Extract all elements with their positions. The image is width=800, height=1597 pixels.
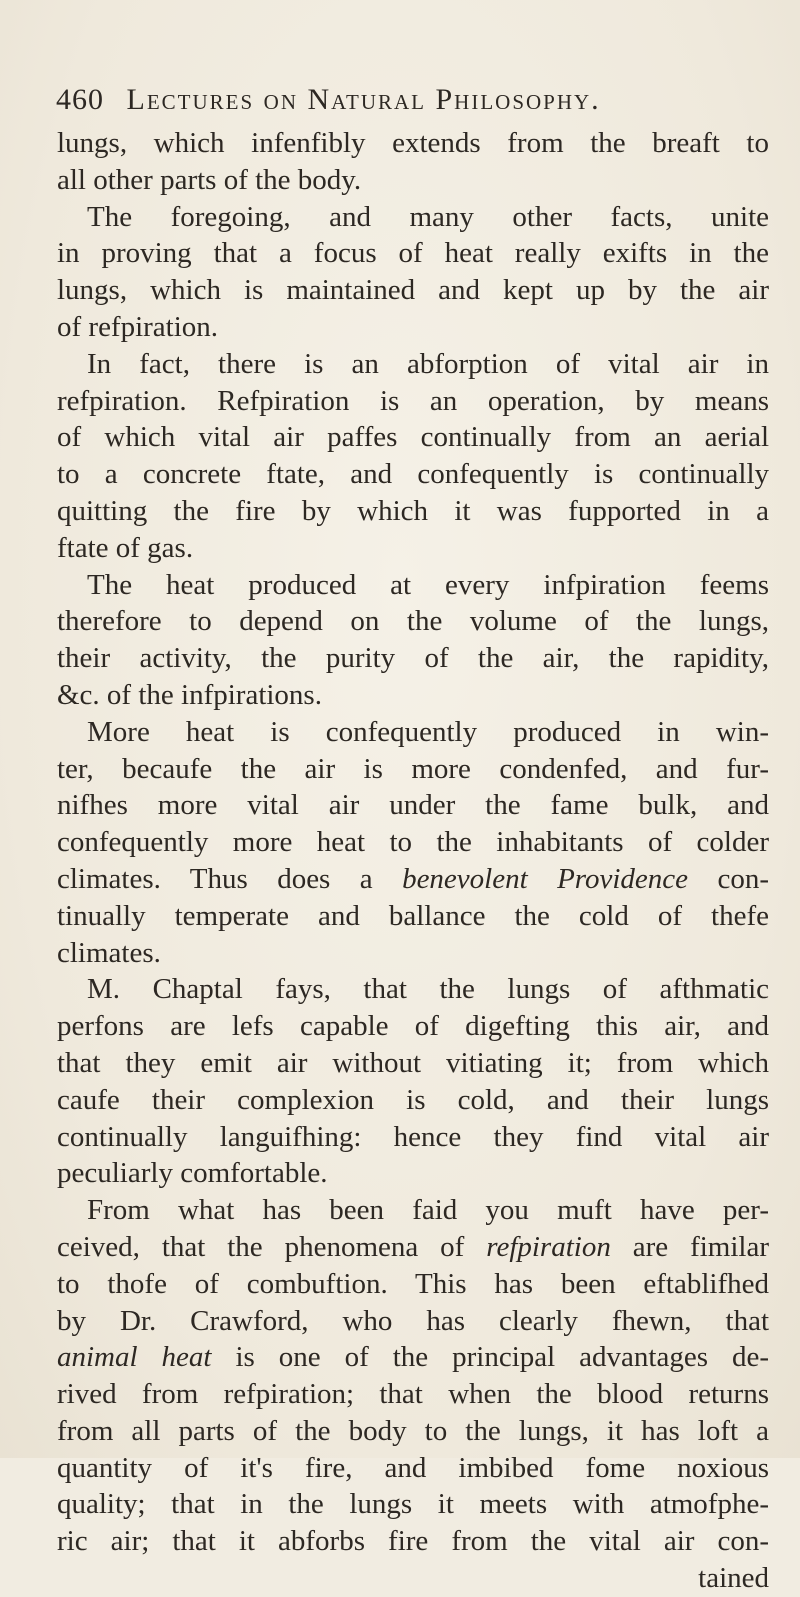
text-line: by Dr. Crawford, who has clearly fhewn, that bbox=[57, 1304, 769, 1337]
running-title: Lectures on Natural Philosophy. bbox=[126, 83, 601, 116]
text-line: ric air; that it abforbs fire from the vital air con- bbox=[57, 1525, 769, 1558]
running-header bbox=[56, 80, 756, 120]
text-line: caufe their complexion is cold, and their lungs bbox=[57, 1083, 769, 1116]
text-line: lungs, which infenfibly extends from the breaft to bbox=[57, 127, 769, 159]
text-line: ceived, that the phenomena of refpiration are fimilar bbox=[57, 1230, 769, 1263]
text-line: tained bbox=[698, 1562, 769, 1595]
text-line: ftate of gas. bbox=[57, 531, 194, 564]
text-line: &c. of the infpirations. bbox=[57, 678, 322, 711]
text-line: therefore to depend on the volume of the lungs, bbox=[57, 605, 769, 638]
text-line: in proving that a focus of heat really exifts in the bbox=[57, 237, 769, 270]
italic-phrase: animal heat bbox=[57, 1341, 212, 1374]
text-line: of refpiration. bbox=[57, 310, 219, 343]
text-line: confequently more heat to the inhabitants of colder bbox=[57, 826, 769, 859]
text-line: From what has been faid you muft have per- bbox=[87, 1194, 769, 1227]
text-line: climates. Thus does a benevolent Providence con- bbox=[57, 862, 769, 895]
text-line: their activity, the purity of the air, the rapidity, bbox=[57, 642, 769, 675]
text-line: continually languifhing: hence they find vital air bbox=[57, 1120, 769, 1153]
text-line: animal heat is one of the principal advantages de- bbox=[57, 1341, 769, 1374]
italic-phrase: benevolent Providence bbox=[402, 862, 689, 895]
text-line: to a concrete ftate, and confequently is continually bbox=[57, 458, 769, 491]
text-line: M. Chaptal fays, that the lungs of afthmatic bbox=[87, 973, 769, 1006]
text-line: refpiration. Refpiration is an operation, by means bbox=[57, 384, 769, 417]
text-line: quantity of it's fire, and imbibed fome noxious bbox=[57, 1451, 769, 1484]
page-number: 460 bbox=[56, 83, 104, 116]
text-line: tinually temperate and ballance the cold of thefe bbox=[57, 899, 769, 932]
text-line: nifhes more vital air under the fame bulk, and bbox=[57, 789, 769, 822]
text-line: climates. bbox=[57, 936, 161, 969]
text-line: More heat is confequently produced in win- bbox=[87, 715, 769, 748]
text-line: lungs, which is maintained and kept up by the air bbox=[57, 274, 769, 307]
text-line: quitting the fire by which it was fupported in a bbox=[57, 494, 769, 527]
body-text bbox=[57, 125, 769, 1597]
text-line: The heat produced at every infpiration feems bbox=[87, 568, 769, 601]
text-line: ter, becaufe the air is more condenfed, and fur- bbox=[57, 752, 769, 785]
text-line: from all parts of the body to the lungs, it has loft a bbox=[57, 1414, 769, 1447]
text-line: quality; that in the lungs it meets with atmofphe- bbox=[57, 1488, 769, 1521]
text-line: The foregoing, and many other facts, unite bbox=[87, 200, 769, 233]
text-line: all other parts of the body. bbox=[57, 163, 362, 196]
text-line: to thofe of combuftion. This has been eftablifhed bbox=[57, 1267, 769, 1300]
text-line: peculiarly comfortable. bbox=[57, 1157, 328, 1190]
italic-phrase: refpiration bbox=[486, 1230, 611, 1263]
text-line: In fact, there is an abforption of vital air in bbox=[87, 347, 769, 380]
text-line: of which vital air paffes continually from an aerial bbox=[57, 421, 769, 454]
text-line: rived from refpiration; that when the blood returns bbox=[57, 1378, 769, 1411]
text-line: that they emit air without vitiating it; from which bbox=[57, 1046, 769, 1079]
text-line: perfons are lefs capable of digefting this air, and bbox=[57, 1010, 769, 1043]
